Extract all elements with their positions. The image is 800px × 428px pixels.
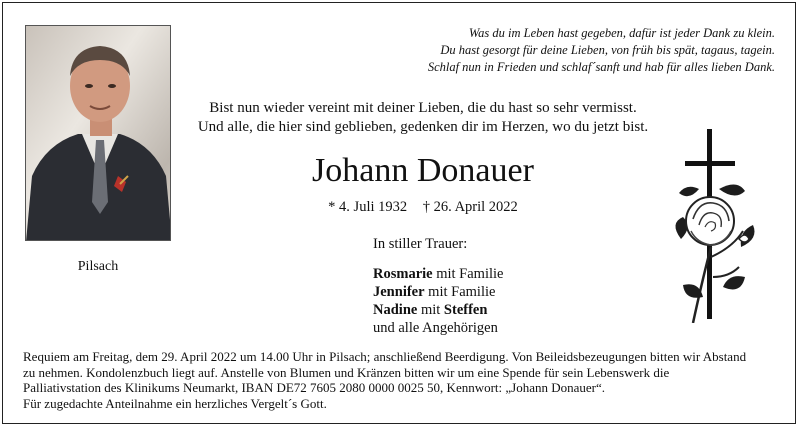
family-entry: [373, 265, 503, 283]
birth-date: * 4. Juli 1932: [328, 199, 408, 215]
cross-with-rose-icon: [663, 127, 763, 323]
place-label: Pilsach: [77, 259, 119, 274]
family-member-name: Steffen: [443, 302, 488, 318]
intro-line: Und alle, die hier sind geblieben, gedenken dir im Herzen, wo du jetzt bist.: [197, 119, 649, 135]
family-suffix: mit Familie: [432, 266, 504, 282]
mourning-heading: In stiller Trauer:: [373, 236, 468, 252]
death-date: † 26. April 2022: [422, 199, 518, 215]
portrait-illustration: [26, 26, 171, 241]
service-details: [23, 349, 783, 411]
obituary-card: [2, 2, 796, 424]
deceased-name: Johann Donauer: [312, 152, 534, 189]
poem-line: Was du im Leben hast gegeben, dafür ist jeder Dank zu klein.: [468, 26, 775, 40]
family-suffix: mit Familie: [424, 284, 496, 300]
footer-line: zu nehmen. Kondolenzbuch liegt auf. Anstelle von Blumen und Kränzen bitten wir um eine Spende für sein Lebenswerk die: [23, 364, 670, 380]
family-member-name: Jennifer: [373, 284, 425, 300]
poem: [355, 25, 775, 76]
poem-line: Du hast gesorgt für deine Lieben, von früh bis spät, tagaus, tagein.: [440, 43, 775, 57]
family-suffix: mit: [417, 302, 444, 318]
poem-line: Schlaf nun in Frieden und schlaf´sanft und hab für alles lieben Dank.: [427, 60, 775, 74]
intro-line: Bist nun wieder vereint mit deiner Lieben, die du hast so sehr vermisst.: [209, 100, 637, 116]
family-list: [373, 265, 503, 337]
family-member-name: Rosmarie: [373, 266, 433, 282]
family-entry: [373, 283, 503, 301]
family-entry: [373, 301, 503, 319]
intro-verse: [193, 99, 653, 137]
footer-line: Für zugedachte Anteilnahme ein herzliches Vergelt´s Gott.: [23, 395, 327, 411]
family-member-name: Nadine: [373, 302, 418, 318]
family-closing: und alle Angehörigen: [373, 320, 498, 336]
footer-line: Requiem am Freitag, dem 29. April 2022 um 14.00 Uhr in Pilsach; anschließend Beerdigung. Von Beileidsbezeugungen bitten wir Abstand: [23, 349, 747, 364]
footer-line: Palliativstation des Klinikums Neumarkt, IBAN DE72 7605 2080 0000 0025 50, Kennwort: „Johann Donauer“.: [23, 380, 606, 395]
life-dates: [273, 199, 573, 216]
portrait-photo: [25, 25, 171, 241]
